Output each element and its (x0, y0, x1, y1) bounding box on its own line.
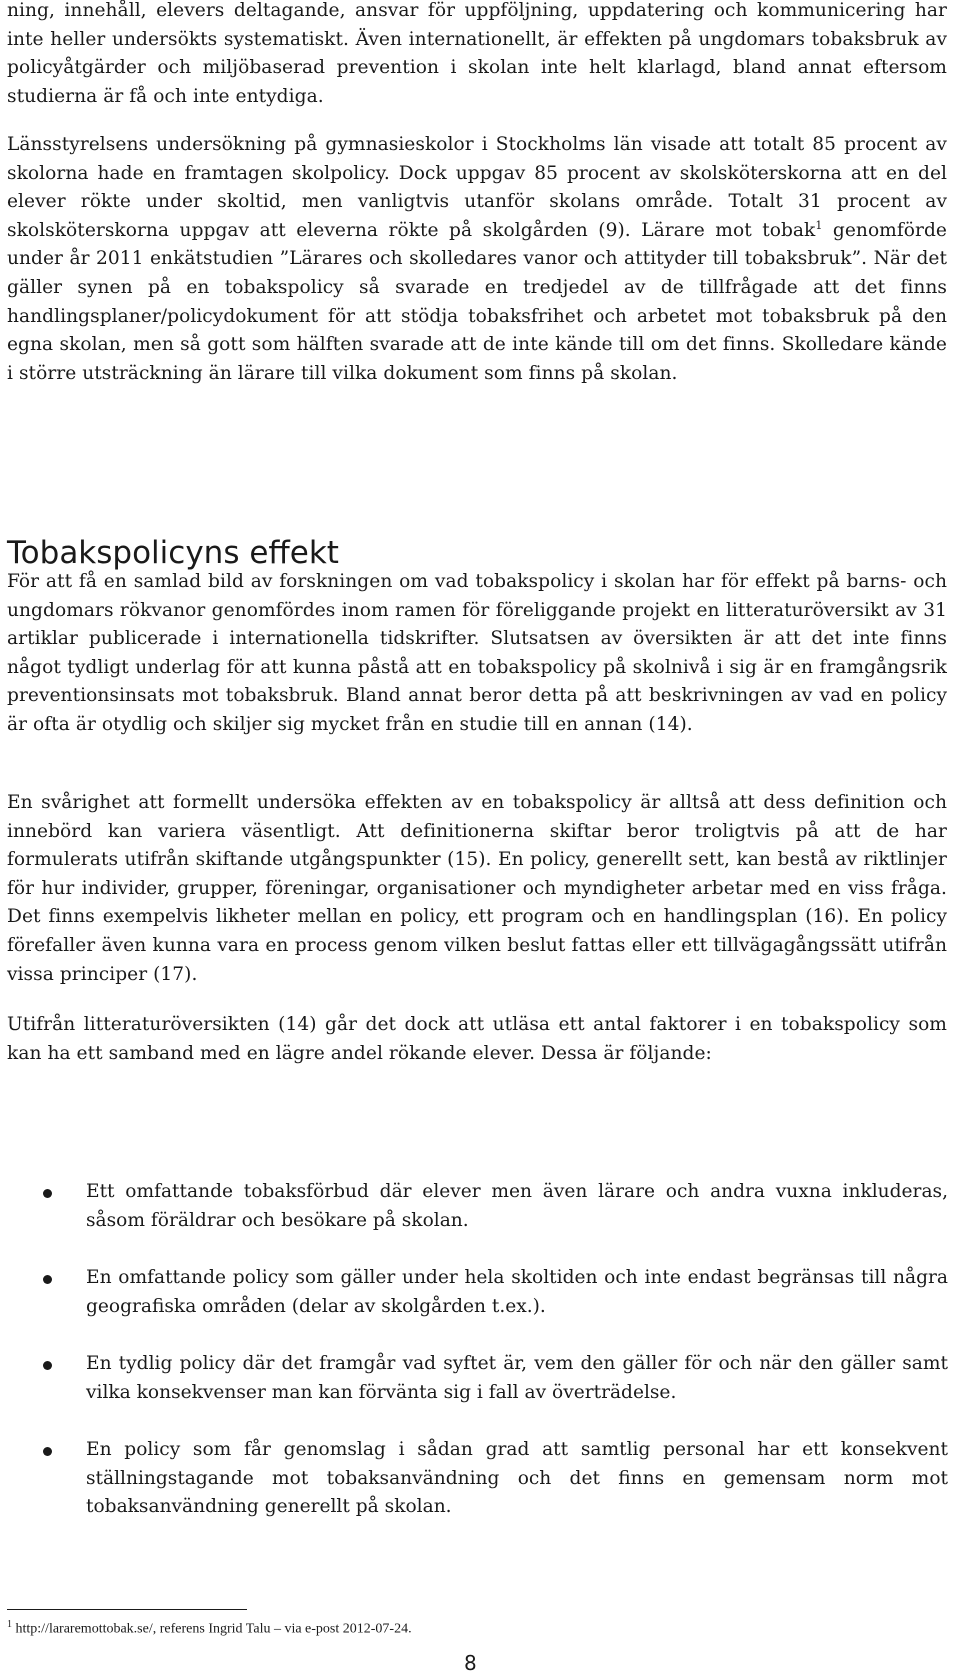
footnote-marker: 1 (7, 1619, 12, 1630)
page-number: 8 (464, 1651, 477, 1675)
bullet-icon (43, 1275, 52, 1284)
paragraph-definition: En svårighet att formellt undersöka effekten av en tobakspolicy är alltså att dess definition och innebörd kan variera väsentligt. Att definitionerna skiftar beror troligtvis på att de har formulerats utifrån skiftande utgångspunkter (15). En policy, generellt sett, kan bestå av riktlinjer för hur individer, grupper, föreningar, organisationer och myndigheter arbetar med en viss fråga. Det finns exempelvis likheter mellan en policy, ett program och en handlingsplan (16). En policy förefaller även kunna vara en process genom vilken beslut fattas eller ett tillvägagångssätt utifrån vissa principer (17). (7, 792, 947, 985)
footnote (7, 1616, 412, 1639)
footnote-divider (7, 1609, 247, 1610)
footnote-reference[interactable]: 1 (815, 218, 823, 232)
list-item-text: En policy som får genomslag i sådan grad att samtlig personal har ett konsekvent ställningstagande mot tobaksanvändning och det finns en gemensam norm mot tobaksanvändning generellt på skolan. (86, 1439, 948, 1518)
list-item-text: Ett omfattande tobaksförbud där elever men även lärare och andra vuxna inkluderas, såsom föräldrar och besökare på skolan. (86, 1181, 948, 1231)
bullet-icon (43, 1189, 52, 1198)
list-item-text: En omfattande policy som gäller under hela skoltiden och inte endast begränsas till några geografiska områden (delar av skolgården t.ex.). (86, 1267, 948, 1317)
footnote-text[interactable]: http://lararemottobak.se/, referens Ingrid Talu – via e-post 2012-07-24. (12, 1621, 412, 1637)
paragraph-intro: ning, innehåll, elevers deltagande, ansvar för uppföljning, uppdatering och kommunicering har inte heller undersökts systematiskt. Även internationellt, är effekten på ungdomars tobaksbruk av policyåtgärder och miljöbaserad prevention i skolan inte helt klarlagd, bland annat eftersom studierna är få och inte entydiga. (7, 0, 947, 107)
paragraph-litteraturoversikt: För att få en samlad bild av forskningen om vad tobakspolicy i skolan har för effekt på barns- och ungdomars rökvanor genomfördes inom ramen för föreliggande projekt en litteraturöversikt av 31 artiklar publicerade i internationella tidskrifter. Slutsatsen av översikten är att det inte finns något tydligt underlag för att kunna påstå att en tobakspolicy på skolnivå i sig är en framgångsrik preventionsinsats mot tobaksbruk. Bland annat beror detta på att beskrivningen av vad en policy är ofta är otydlig och skiljer sig mycket från en studie till en annan (14). (7, 571, 947, 735)
bullet-icon (43, 1361, 52, 1370)
section-heading: Tobakspolicyns effekt (7, 535, 339, 571)
bullet-icon (43, 1447, 52, 1456)
paragraph-lansstyrelsen-part2: genomförde under år 2011 enkätstudien ”Lärares och skolledares vanor och attityder till tobaksbruk”. När det gäller synen på en tobakspolicy så svarade en tredjedel av de tillfrågade att det finns handlingsplaner/policydokument för att stödja tobaksfrihet och arbetet mot tobaksbruk på den egna skolan, men så gott som hälften svarade att de inte kände till om det finns. Skolledare kände i större utsträckning än lärare till vilka dokument som finns på skolan. (7, 219, 947, 384)
list-item-text: En tydlig policy där det framgår vad syftet är, vem den gäller för och när den gäller samt vilka konsekvenser man kan förvänta sig i fall av överträdelse. (86, 1353, 948, 1403)
paragraph-lansstyrelsen-part1: Länsstyrelsens undersökning på gymnasieskolor i Stockholms län visade att totalt 85 procent av skolorna hade en framtagen skolpolicy. Dock uppgav 85 procent av skolsköterskorna att en del elever rökte under skoltid, men vanligtvis utanför skolans område. Totalt 31 procent av skolsköterskorna uppgav att eleverna rökte på skolgården (9). Lärare mot tobak (7, 134, 947, 241)
paragraph-faktorer: Utifrån litteraturöversikten (14) går det dock att utläsa ett antal faktorer i en tobakspolicy som kan ha ett samband med en lägre andel rökande elever. Dessa är följande: (7, 1014, 947, 1064)
paragraph-lansstyrelsen (7, 131, 947, 388)
